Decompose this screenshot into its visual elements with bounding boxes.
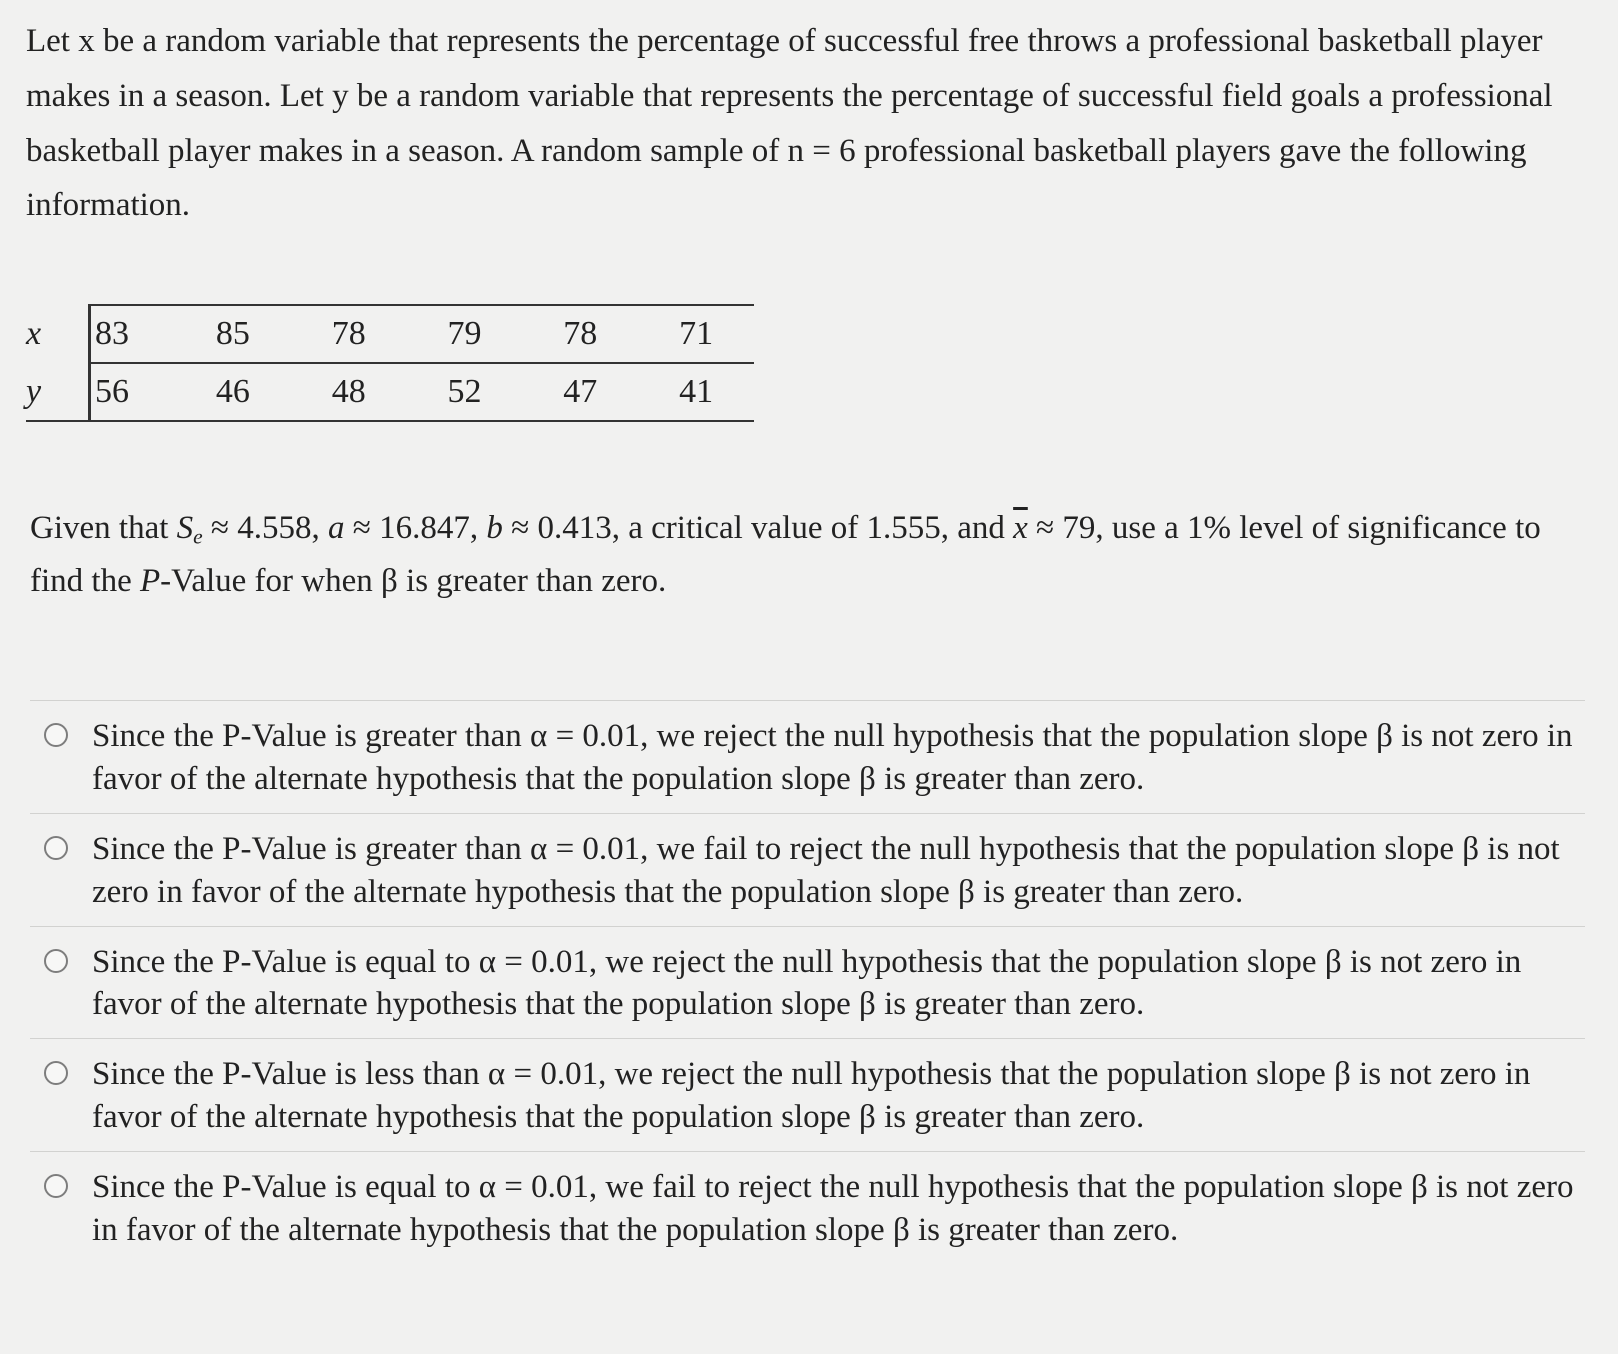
se-symbol: S xyxy=(176,510,194,546)
xbar-value: ≈ 79, use a 1% level of significance to find the xyxy=(30,510,1541,600)
a-symbol: a xyxy=(328,510,345,546)
xbar-symbol: $\overline{x}$ xyxy=(1013,510,1028,546)
x-value: 79 xyxy=(407,305,523,363)
x-value: 78 xyxy=(291,305,407,363)
option-text: Since the P-Value is greater than α = 0.01, we fail to reject the null hypothesis that the population slope β is not zero in favor of the alternate hypothesis that the population slope β is greater than zero. xyxy=(92,830,1560,910)
option-text: Since the P-Value is equal to α = 0.01, we reject the null hypothesis that the population slope β is not zero in favor of the alternate hypothesis that the population slope β is greater than zero. xyxy=(92,943,1522,1023)
option-text: Since the P-Value is greater than α = 0.01, we reject the null hypothesis that the population slope β is not zero in favor of the alternate hypothesis that the population slope β is greater than zero. xyxy=(92,718,1573,797)
table-row-x xyxy=(26,305,754,363)
x-value: 71 xyxy=(638,305,754,363)
given-suffix: -Value for when β is greater than zero. xyxy=(160,563,667,600)
radio-button-icon[interactable] xyxy=(44,949,68,973)
x-label: x xyxy=(26,315,42,352)
question-intro xyxy=(26,14,1586,233)
table-row-y xyxy=(26,363,754,421)
answer-options xyxy=(30,700,1585,1264)
data-table xyxy=(26,304,754,422)
answer-option-2[interactable] xyxy=(30,813,1585,926)
radio-button-icon[interactable] xyxy=(44,723,68,747)
p-symbol: P xyxy=(139,563,161,600)
b-value: ≈ 0.413, a critical value of 1.555, and xyxy=(502,510,1014,546)
x-value: 83 xyxy=(90,305,176,363)
given-statement xyxy=(30,502,1570,609)
intro-text: Let x be a random variable that represents the percentage of successful free throws a professional basketball player makes in a season. Let y be a random variable that represents the percentage of successful field goals a professional basketball player makes in a season. A random sample of n = 6 professional basketball players gave the following information. xyxy=(26,23,1553,224)
answer-option-5[interactable] xyxy=(30,1151,1585,1264)
given-prefix: Given that xyxy=(30,510,177,546)
answer-option-1[interactable] xyxy=(30,700,1585,813)
y-value: 41 xyxy=(638,363,754,421)
b-symbol: b xyxy=(486,510,503,546)
x-value: 78 xyxy=(522,305,638,363)
x-value: 85 xyxy=(175,305,291,363)
radio-button-icon[interactable] xyxy=(44,836,68,860)
se-value: ≈ 4.558, xyxy=(202,510,329,546)
answer-option-4[interactable] xyxy=(30,1038,1585,1151)
y-label: y xyxy=(26,363,90,421)
se-subscript: e xyxy=(193,524,203,549)
y-value: 52 xyxy=(407,363,523,421)
radio-button-icon[interactable] xyxy=(44,1061,68,1085)
option-text: Since the P-Value is less than α = 0.01, we reject the null hypothesis that the population slope β is not zero in favor of the alternate hypothesis that the population slope β is greater than zero. xyxy=(92,1056,1531,1136)
answer-option-3[interactable] xyxy=(30,926,1585,1039)
y-value: 56 xyxy=(90,363,176,421)
a-value: ≈ 16.847, xyxy=(344,510,487,546)
y-value: 46 xyxy=(175,363,291,421)
y-value: 47 xyxy=(522,363,638,421)
radio-button-icon[interactable] xyxy=(44,1174,68,1198)
y-value: 48 xyxy=(291,363,407,421)
option-text: Since the P-Value is equal to α = 0.01, we fail to reject the null hypothesis that the population slope β is not zero in favor of the alternate hypothesis that the population slope β is greater than zero. xyxy=(92,1169,1574,1249)
